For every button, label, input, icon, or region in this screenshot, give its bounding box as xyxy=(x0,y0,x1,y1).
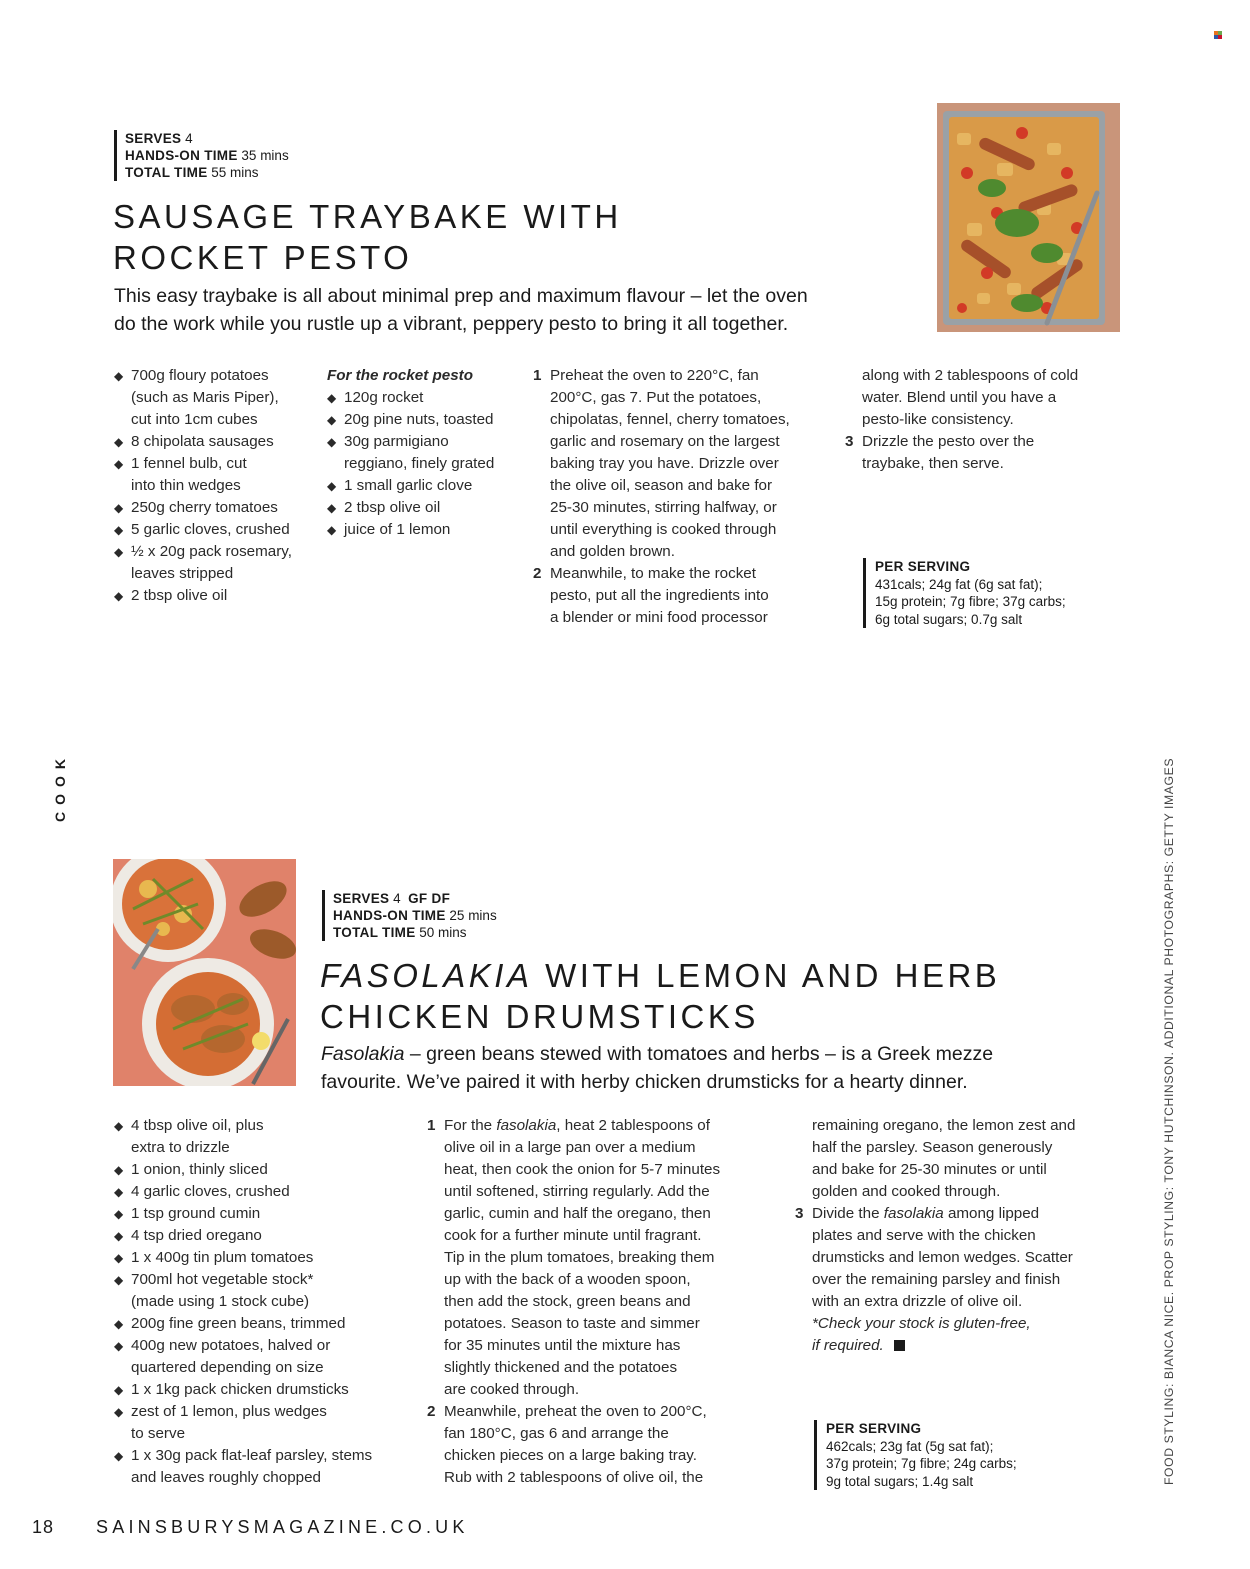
method-step: 2 Meanwhile, to make the rocket pesto, put all the ingredients into a blender or mini food processor xyxy=(533,565,769,626)
ingredient-item: ◆ 2 tbsp olive oil xyxy=(327,499,441,516)
ingredient-item: ◆ 1 x 1kg pack chicken drumsticks xyxy=(114,1381,349,1398)
ingredient-item: ◆ 700g floury potatoes (such as Maris Piper), cut into 1cm cubes xyxy=(114,367,279,428)
ingredient-item: ◆ 5 garlic cloves, crushed xyxy=(114,521,290,538)
recipe1-method-col1 xyxy=(533,365,833,629)
ingredient-item: ◆ 4 tsp dried oregano xyxy=(114,1227,262,1244)
ingredient-item: ◆ 2 tbsp olive oil xyxy=(114,587,228,604)
ingredient-item: ◆ 8 chipolata sausages xyxy=(114,433,274,450)
stock-note: *Check your stock is gluten-free, if required. xyxy=(812,1315,1031,1354)
recipe1-method-col2 xyxy=(845,365,1125,475)
recipe1-meta: SERVES 4 HANDS-ON TIME 35 mins TOTAL TIME 55 mins xyxy=(114,130,289,181)
end-square-icon xyxy=(894,1340,905,1351)
ingredient-item: ◆ 30g parmigiano reggiano, finely grated xyxy=(327,433,495,472)
page-number: 18 xyxy=(32,1517,55,1537)
recipe1-ingredients xyxy=(114,365,319,607)
ingredient-item: ◆ 1 x 400g tin plum tomatoes xyxy=(114,1249,314,1266)
recipe1-pesto-ingredients xyxy=(327,365,532,541)
fasolakia-photo xyxy=(113,859,296,1086)
section-label: COOK xyxy=(52,752,68,822)
recipe2-ingredients xyxy=(114,1115,414,1489)
recipe1-nutrition: PER SERVING 431cals; 24g fat (6g sat fat); 15g protein; 7g fibre; 37g carbs; 6g total sugars; 0.7g salt xyxy=(863,558,1066,628)
ingredient-item: ◆ 200g fine green beans, trimmed xyxy=(114,1315,346,1332)
method-step-continued: along with 2 tablespoons of cold water. Blend until you have a pesto-like consistency. xyxy=(862,367,1079,428)
ingredient-item: ◆ 120g rocket xyxy=(327,389,424,406)
ingredient-item: ◆ 4 garlic cloves, crushed xyxy=(114,1183,290,1200)
recipe2-meta: SERVES 4 GF DF HANDS-ON TIME 25 mins TOTAL TIME 50 mins xyxy=(322,890,497,941)
ingredient-item: ◆ 400g new potatoes, halved or quartered depending on size xyxy=(114,1337,331,1376)
ingredient-item: ◆ 4 tbsp olive oil, plus extra to drizzle xyxy=(114,1117,264,1156)
ingredient-item: ◆ 1 small garlic clove xyxy=(327,477,473,494)
recipe2-title: FASOLAKIA WITH LEMON AND HERB CHICKEN DRUMSTICKS xyxy=(320,957,1001,1035)
method-step: 3 Divide the fasolakia among lipped plates and serve with the chicken drumsticks and lemon wedges. Scatter over the remaining parsley and finish with an extra drizzle of olive oil. xyxy=(795,1205,1073,1310)
photo-credits: FOOD STYLING: BIANCA NICE. PROP STYLING: TONY HUTCHINSON. ADDITIONAL PHOTOGRAPHS: GETTY IMAGES xyxy=(1162,757,1176,1485)
recipe2-method-col2 xyxy=(795,1115,1135,1357)
method-step-continued: remaining oregano, the lemon zest and half the parsley. Season generously and bake for 25-30 minutes or until golden and cooked through. xyxy=(812,1117,1076,1200)
ingredient-item: ◆ 250g cherry tomatoes xyxy=(114,499,278,516)
ingredient-item: ◆ zest of 1 lemon, plus wedges to serve xyxy=(114,1403,327,1442)
ingredient-item: ◆ 1 x 30g pack flat-leaf parsley, stems and leaves roughly chopped xyxy=(114,1447,373,1486)
method-step: 2 Meanwhile, preheat the oven to 200°C, fan 180°C, gas 6 and arrange the chicken pieces on a large baking tray. Rub with 2 tablespoons of olive oil, the xyxy=(427,1403,707,1486)
ingredient-item: ◆ ½ x 20g pack rosemary, leaves stripped xyxy=(114,543,292,582)
ingredient-item: ◆ 700ml hot vegetable stock* (made using 1 stock cube) xyxy=(114,1271,314,1310)
method-step: 1 For the fasolakia, heat 2 tablespoons of olive oil in a large pan over a medium heat, then cook the onion for 5-7 minutes until softened, stirring regularly. Add the garlic, cumin and half the oregano, then cook for a further minute until fragrant. Tip in the plum tomatoes, breaking them up with the back of a wooden spoon, then add the stock, green beans and potatoes. Season to taste and simmer for 35 minutes until the mixture has slightly thickened and the potatoes are cooked through. xyxy=(427,1117,721,1398)
diet-tags: GF DF xyxy=(408,891,451,906)
page-footer xyxy=(32,1517,469,1538)
ingredient-item: ◆ juice of 1 lemon xyxy=(327,521,451,538)
ingredient-item: ◆ 1 tsp ground cumin xyxy=(114,1205,261,1222)
recipe2-intro: Fasolakia – green beans stewed with tomatoes and herbs – is a Greek mezze favourite. We’ve paired it with herby chicken drumsticks for a hearty dinner. xyxy=(321,1043,994,1093)
ingredient-item: ◆ 1 onion, thinly sliced xyxy=(114,1161,268,1178)
method-step: 3 Drizzle the pesto over the traybake, then serve. xyxy=(845,433,1035,472)
site-url: SAINSBURYSMAGAZINE.CO.UK xyxy=(96,1517,469,1537)
recipe1-intro: This easy traybake is all about minimal prep and maximum flavour – let the oven do the work while you rustle up a vibrant, peppery pesto to bring it all together. xyxy=(114,285,808,335)
ingredient-item: ◆ 1 fennel bulb, cut into thin wedges xyxy=(114,455,247,494)
ingredient-item: ◆ 20g pine nuts, toasted xyxy=(327,411,494,428)
recipe2-nutrition: PER SERVING 462cals; 23g fat (5g sat fat); 37g protein; 7g fibre; 24g carbs; 9g total sugars; 1.4g salt xyxy=(814,1420,1017,1490)
traybake-photo xyxy=(937,103,1120,332)
method-step: 1 Preheat the oven to 220°C, fan 200°C, gas 7. Put the potatoes, chipolatas, fennel, cherry tomatoes, garlic and rosemary on the largest baking tray you have. Drizzle over the olive oil, season and bake for 25-30 minutes, stirring halfway, or until everything is cooked through and golden brown. xyxy=(533,367,790,560)
recipe2-method-col1 xyxy=(427,1115,782,1489)
brand-logo-icon xyxy=(1214,31,1222,39)
pesto-heading: For the rocket pesto xyxy=(327,367,473,384)
recipe1-title: SAUSAGE TRAYBAKE WITH ROCKET PESTO xyxy=(113,198,622,276)
